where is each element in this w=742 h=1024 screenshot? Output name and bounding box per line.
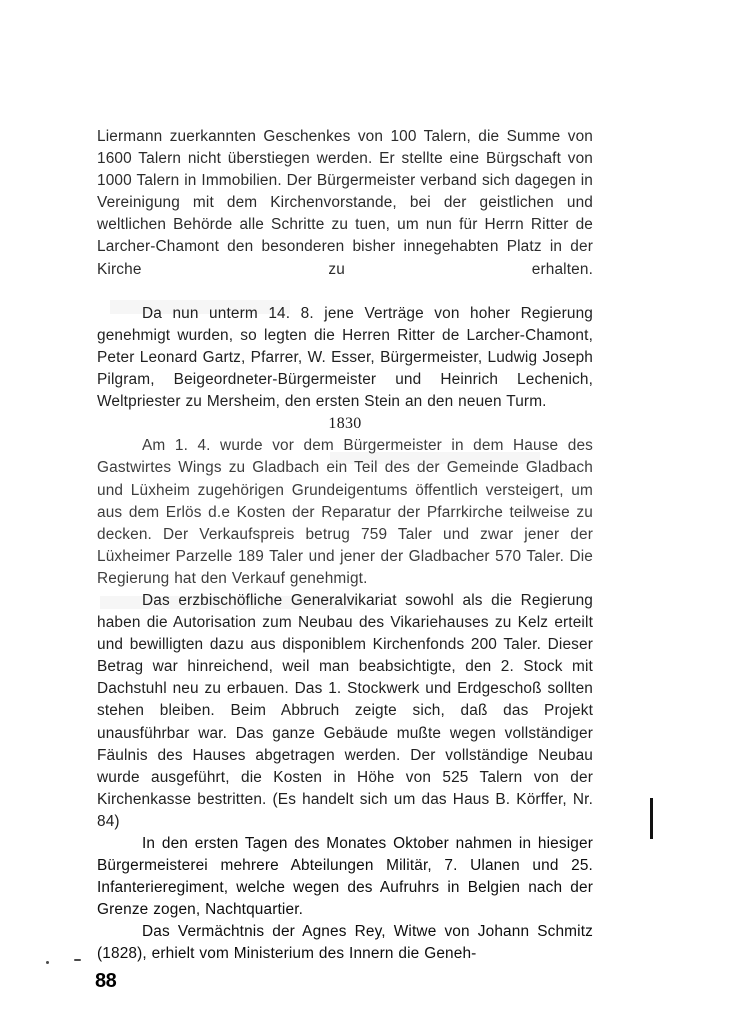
scan-speck-right [74,959,81,961]
paragraph-vermaechtnis: Das Vermächtnis der Agnes Rey, Witwe von Johann Schmitz (1828), erhielt vom Ministerium des Innern die Geneh- [97,923,593,963]
scan-speck-left [46,961,49,964]
paragraph-vertraege: Da nun unterm 14. 8. jene Verträge von hoher Regierung genehmigt wurden, so legten die Herren Ritter de Larcher-Chamont, Peter Leonard Gartz, Pfarrer, W. Esser, Bürgermeister, Ludwig Joseph Pilgram, Beigeordneter-Bürgermeister und Heinrich Lechenich, Weltpriester zu Mersheim, den ersten Stein an den neuen Turm. [97,304,593,411]
paragraph-liermann: Liermann zuerkannten Geschenkes von 100 Talern, die Summe von 1600 Talern nicht überstiegen werden. Er stellte eine Bürgschaft von 1000 Talern in Immobilien. Der Bürgermeister verband sich dagegen in Vereinigung mit dem Kirchenvorstande, bei der geistlichen und weltlichen Behörde alle Schritte zu tuen, um nun für Herrn Ritter de Larcher-Chamont den besonderen bisher innegehabten Platz in der Kirche zu erhalten. [97,128,593,278]
page-number: 88 [95,970,117,992]
page-text-column [97,126,593,966]
paragraph-militaer: In den ersten Tagen des Monates Oktober nahmen in hiesiger Bürgermeisterei mehrere Abteilungen Militär, 7. Ulanen und 25. Infanterieregiment, welche wegen des Aufruhrs in Belgien nach der Grenze zogen, Nachtquartier. [97,835,593,919]
margin-pen-mark [650,798,653,839]
paragraph-generalvikariat: Das erzbischöfliche Generalvikariat sowohl als die Regierung haben die Autorisation zum Neubau des Vikariehauses zu Kelz erteilt und bewilligten dazu aus disponiblem Kirchenfonds 200 Taler. Dieser Betrag war hinreichend, weil man beabsichtigte, den 2. Stock mit Dachstuhl neu zu erbauen. Das 1. Stockwerk und Erdgeschoß sollten stehen bleiben. Beim Abbruch zeigte sich, daß das Projekt unausführbar war. Das ganze Gebäude mußte wegen vollständiger Fäulnis des Hauses abgetragen werden. Der vollständige Neubau wurde ausgeführt, die Kosten in Höhe von 525 Talern von der Kirchenkasse bestritten. (Es handelt sich um das Haus B. Körffer, Nr. 84) [97,591,593,830]
paragraph-versteigerung: Am 1. 4. wurde vor dem Bürgermeister in dem Hause des Gastwirtes Wings zu Gladbach ein Teil des der Gemeinde Gladbach und Lüxheim zugehörigen Grundeigentums öffentlich versteigert, um aus dem Erlös d.e Kosten der Reparatur der Pfarrkirche teilweise zu decken. Der Verkaufspreis betrug 759 Taler und zwar jener der Lüxheimer Parzelle 189 Taler und jener der Gladbacher 570 Taler. Die Regierung hat den Verkauf genehmigt. [97,437,593,587]
year-heading-1830: 1830 [328,415,362,433]
